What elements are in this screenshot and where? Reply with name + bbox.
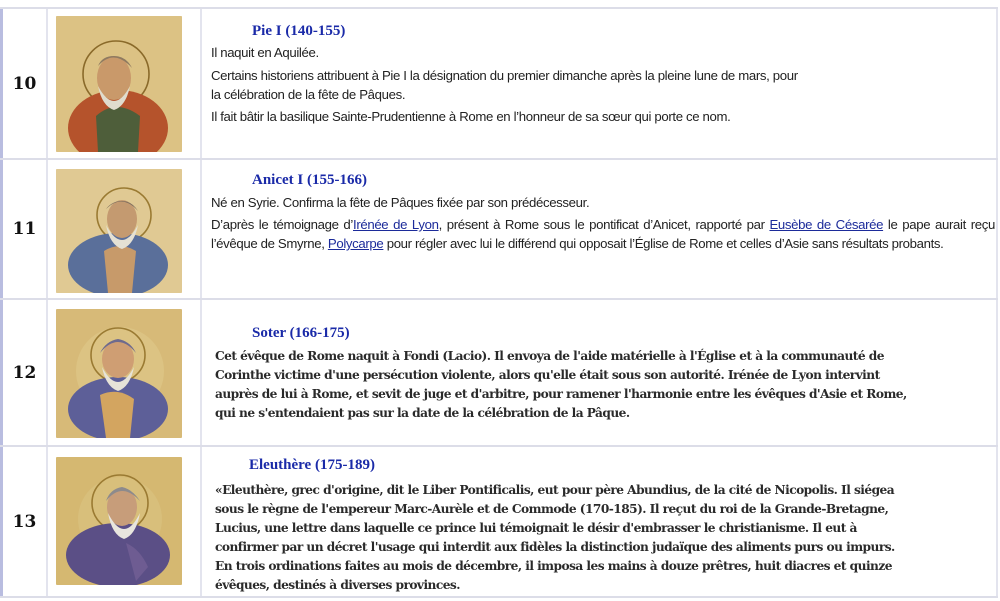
description-line: Corinthe victime d'une persécution violente, alors qu'elle était sous son autorité. Irénée de Lyon intervint	[215, 368, 880, 382]
description-line: confirmer par un décret l'usage qui interdit aux fidèles la distinction judaïque des aliments purs ou impurs.	[215, 540, 895, 554]
pope-title: Anicet I (155-166)	[252, 172, 367, 188]
description-line: Il fait bâtir la basilique Sainte-Prudentienne à Rome en l’honneur de sa sœur qui porte ce nom.	[211, 109, 731, 124]
table-row-pius-i	[0, 7, 998, 158]
description-line: Cet évêque de Rome naquit à Fondi (Lacio). Il envoya de l'aide matérielle à l'Église et à la communauté de	[215, 349, 884, 363]
text-segment: pour régler avec lui le différend qui opposait l’Église de Rome et celles d’Asie sans résultats probants.	[383, 236, 944, 251]
description-line: Né en Syrie. Confirma la fête de Pâques fixée par son prédécesseur.	[211, 195, 590, 210]
text-segment: D’après le témoignage d’	[211, 217, 353, 232]
text-segment: , présent à Rome sous le pontificat d’Anicet, rapporté par	[438, 217, 770, 232]
description-line: Il naquit en Aquilée.	[211, 45, 319, 60]
description-line: auprès de lui à Rome, et sevit de juge et d'arbitre, pour ramener l'harmonie entre les évêques d'Asie et Rome,	[215, 387, 907, 401]
description-line: Certains historiens attribuent à Pie I la désignation du premier dimanche après la pleine lune de mars, pour	[211, 68, 798, 83]
table-row-eleutherius	[0, 445, 998, 598]
pope-pius-i-portrait	[56, 16, 182, 152]
row-number: 12	[12, 362, 37, 383]
pope-anicetus-portrait	[56, 169, 182, 293]
description-line: la célébration de la fête de Pâques.	[211, 87, 406, 102]
row-number: 13	[12, 511, 37, 532]
table-row-anicetus	[0, 158, 998, 298]
description-cell	[202, 447, 998, 596]
portrait-cell	[48, 9, 202, 158]
pope-eleutherius-portrait	[56, 457, 182, 585]
pope-soter-portrait	[56, 309, 182, 438]
link-irenee-de-lyon[interactable]: Irénée de Lyon	[353, 217, 439, 232]
pope-title: Pie I (140-155)	[252, 23, 346, 39]
description-line: sous le règne de l'empereur Marc-Aurèle et de Commode (170-185). Il reçut du roi de la Grande-Bretagne,	[215, 502, 889, 516]
link-eusebe-de-cesaree[interactable]: Eusèbe de Césarée	[769, 217, 884, 232]
pope-title: Eleuthère (175-189)	[249, 457, 375, 473]
description-cell	[202, 9, 998, 158]
row-number-cell	[3, 160, 48, 298]
row-number-cell	[3, 300, 48, 445]
description-cell	[202, 160, 998, 298]
row-number-cell	[3, 9, 48, 158]
pope-title: Soter (166-175)	[252, 325, 350, 341]
row-number: 10	[12, 73, 37, 94]
portrait-cell	[48, 300, 202, 445]
row-number: 11	[12, 219, 37, 239]
description-line: En trois ordinations faites au mois de décembre, il imposa les mains à douze prêtres, huit diacres et quinze	[215, 559, 892, 573]
description-cell	[202, 300, 998, 445]
text-segment: le pape aurait reçu l’évêque de Smyrne,	[211, 217, 996, 251]
row-number-cell	[3, 447, 48, 596]
description-paragraph	[211, 215, 995, 253]
portrait-cell	[48, 160, 202, 298]
link-polycarpe[interactable]: Polycarpe	[327, 236, 384, 251]
description-line: «Eleuthère, grec d'origine, dit le Liber Pontificalis, eut pour père Abundius, de la cité de Nicopolis. Il siégea	[215, 483, 895, 497]
portrait-cell	[48, 447, 202, 596]
description-line: évêques, destinés à diverses provinces.	[215, 578, 460, 592]
table-row-soter	[0, 298, 998, 445]
description-line: qui ne s'entendaient pas sur la date de la célébration de la Pâque.	[215, 406, 630, 420]
description-line: Lucius, une lettre dans laquelle ce prince lui témoignait le désir d'embrasser le christianisme. Il eut à	[215, 521, 857, 535]
